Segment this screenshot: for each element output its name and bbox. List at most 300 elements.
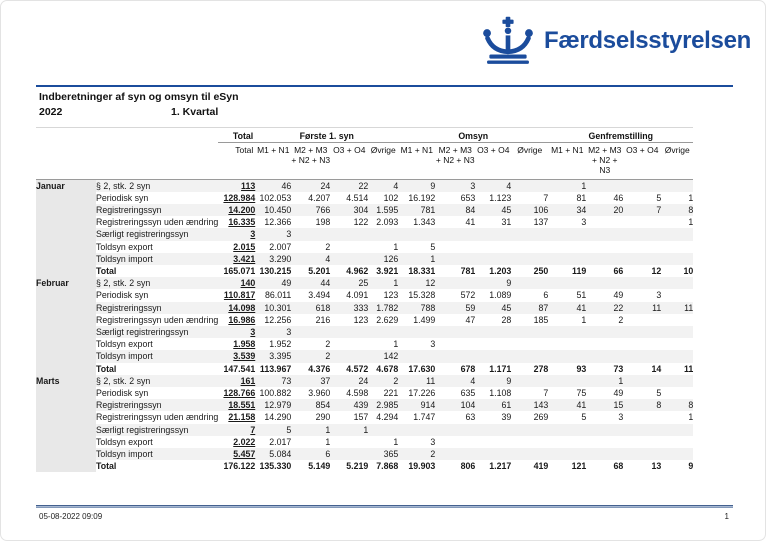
- month-cell: Januar: [36, 179, 96, 277]
- value-cell: 4.376: [308, 363, 331, 374]
- value-cell: 4.572: [346, 363, 369, 374]
- value-cell: 5: [656, 192, 662, 203]
- table-row: [36, 436, 693, 448]
- value-cell: 11: [652, 302, 662, 313]
- value-cell: 122: [353, 217, 369, 228]
- value-cell: [511, 424, 548, 436]
- value-cell: 1: [325, 436, 331, 447]
- row-label: Total: [96, 363, 117, 374]
- value-cell: 18.551: [228, 400, 256, 411]
- value-cell: [548, 424, 586, 436]
- value-cell: 147.541: [223, 363, 256, 374]
- value-cell: 3: [250, 229, 256, 240]
- value-cell: 22: [613, 302, 624, 313]
- table-row: [36, 338, 693, 350]
- value-cell: 49: [281, 278, 292, 289]
- value-cell: 781: [420, 205, 436, 216]
- value-cell: 781: [460, 266, 476, 277]
- value-cell: [435, 350, 475, 362]
- row-label: Total: [96, 266, 117, 277]
- value-cell: 15.328: [408, 290, 436, 301]
- value-cell: [661, 241, 693, 253]
- table-row: [36, 228, 693, 240]
- value-cell: 6: [543, 290, 549, 301]
- value-cell: 61: [501, 400, 512, 411]
- table-row: [36, 302, 693, 314]
- value-cell: [511, 338, 548, 350]
- row-label: Særligt registreringssyn: [96, 327, 189, 338]
- value-cell: [435, 253, 475, 265]
- column-header: O3 + O4: [475, 143, 511, 180]
- value-cell: 128.766: [223, 388, 256, 399]
- value-cell: 3: [286, 229, 292, 240]
- value-cell: 2: [393, 375, 399, 386]
- value-cell: [623, 314, 661, 326]
- value-cell: 6: [325, 449, 331, 460]
- value-cell: 1.108: [489, 388, 512, 399]
- value-cell: [398, 350, 435, 362]
- footer-datetime: 05-08-2022 09:09: [39, 512, 103, 521]
- value-cell: 59: [465, 302, 476, 313]
- value-cell: 46: [281, 180, 292, 191]
- total-row: [36, 363, 693, 375]
- value-cell: [586, 338, 623, 350]
- value-cell: [661, 314, 693, 326]
- value-cell: [511, 241, 548, 253]
- value-cell: [330, 326, 368, 338]
- value-cell: 68: [613, 461, 624, 472]
- value-cell: 22: [358, 180, 369, 191]
- value-cell: [661, 253, 693, 265]
- column-header: Øvrige: [368, 143, 398, 180]
- value-cell: 45: [501, 205, 512, 216]
- value-cell: [330, 338, 368, 350]
- value-cell: [548, 448, 586, 460]
- value-cell: 7: [250, 424, 256, 435]
- value-cell: [511, 448, 548, 460]
- table-row: [36, 375, 693, 387]
- value-cell: 9: [688, 461, 694, 472]
- value-cell: 1.747: [413, 412, 436, 423]
- value-cell: 126: [383, 253, 399, 264]
- value-cell: 3: [430, 436, 436, 447]
- value-cell: 2: [325, 351, 331, 362]
- row-label: § 2, stk. 2 syn: [96, 375, 151, 386]
- value-cell: [623, 350, 661, 362]
- value-cell: 2.093: [376, 217, 399, 228]
- value-cell: [548, 436, 586, 448]
- value-cell: 102.053: [259, 192, 292, 203]
- value-cell: 5: [581, 412, 587, 423]
- value-cell: [548, 350, 586, 362]
- table-row: [36, 314, 693, 326]
- value-cell: 161: [240, 375, 256, 386]
- value-cell: [623, 436, 661, 448]
- table-row: [36, 326, 693, 338]
- value-cell: 1: [393, 241, 399, 252]
- value-cell: [548, 253, 586, 265]
- row-label: Total: [96, 461, 117, 472]
- row-label: Registreringssyn uden ændring: [96, 412, 219, 423]
- value-cell: [511, 228, 548, 240]
- value-cell: 123: [353, 314, 369, 325]
- value-cell: 7: [656, 205, 662, 216]
- value-cell: [435, 241, 475, 253]
- value-cell: 140: [240, 278, 256, 289]
- value-cell: [511, 375, 548, 387]
- value-cell: [661, 179, 693, 192]
- column-header: M1 + N1: [398, 143, 435, 180]
- value-cell: [368, 424, 398, 436]
- value-cell: 4.514: [346, 192, 369, 203]
- value-cell: [586, 228, 623, 240]
- column-header: M2 + M3 + N2 + N3: [435, 143, 475, 180]
- value-cell: 5.201: [308, 266, 331, 277]
- value-cell: [623, 375, 661, 387]
- value-cell: 5: [286, 424, 292, 435]
- column-header: O3 + O4: [623, 143, 661, 180]
- value-cell: 1: [618, 375, 624, 386]
- value-cell: 3.494: [308, 290, 331, 301]
- value-cell: 10: [683, 266, 694, 277]
- value-cell: 2: [618, 314, 624, 325]
- value-cell: 4.598: [346, 388, 369, 399]
- report-table: [36, 127, 693, 472]
- value-cell: 1.499: [413, 314, 436, 325]
- value-cell: 100.882: [259, 388, 292, 399]
- value-cell: 2: [325, 339, 331, 350]
- value-cell: 4: [393, 180, 399, 191]
- total-row: [36, 265, 693, 277]
- value-cell: [548, 228, 586, 240]
- value-cell: 4.962: [346, 266, 369, 277]
- value-cell: 20: [613, 205, 624, 216]
- value-cell: [330, 350, 368, 362]
- value-cell: 1: [393, 278, 399, 289]
- value-cell: 21.158: [228, 412, 256, 423]
- value-cell: 106: [533, 205, 549, 216]
- value-cell: 142: [383, 351, 399, 362]
- value-cell: [435, 424, 475, 436]
- column-header: O3 + O4: [330, 143, 368, 180]
- value-cell: 618: [315, 302, 331, 313]
- value-cell: 14.290: [264, 412, 292, 423]
- row-label: Toldsyn export: [96, 339, 153, 350]
- value-cell: [661, 375, 693, 387]
- value-cell: [511, 350, 548, 362]
- row-label: Toldsyn import: [96, 449, 153, 460]
- table-row: [36, 350, 693, 362]
- value-cell: [435, 338, 475, 350]
- value-cell: 110.817: [223, 290, 256, 301]
- value-cell: [586, 179, 623, 192]
- value-cell: 2.629: [376, 314, 399, 325]
- value-cell: 137: [533, 217, 549, 228]
- value-cell: 3: [656, 290, 662, 301]
- value-cell: 84: [465, 205, 476, 216]
- value-cell: 87: [538, 302, 549, 313]
- page-number: 1: [724, 512, 729, 521]
- value-cell: [548, 277, 586, 289]
- value-cell: 34: [576, 205, 587, 216]
- value-cell: 1: [393, 339, 399, 350]
- value-cell: 123: [383, 290, 399, 301]
- value-cell: 2.017: [269, 436, 292, 447]
- value-cell: 635: [460, 388, 476, 399]
- crown-icon: [481, 16, 535, 66]
- value-cell: 16.192: [408, 192, 436, 203]
- value-cell: 14.200: [228, 205, 256, 216]
- value-cell: [475, 436, 511, 448]
- value-cell: [623, 241, 661, 253]
- value-cell: 4.678: [376, 363, 399, 374]
- column-header: Total: [218, 143, 255, 180]
- value-cell: 678: [460, 363, 476, 374]
- value-cell: 1: [393, 436, 399, 447]
- value-cell: 143: [533, 400, 549, 411]
- group-header: Første 1. syn: [255, 128, 398, 143]
- column-header: M2 + M3 + N2 + N3: [586, 143, 623, 180]
- value-cell: 5.084: [269, 449, 292, 460]
- table-row: [36, 448, 693, 460]
- value-cell: [368, 228, 398, 240]
- value-cell: 121: [571, 461, 587, 472]
- value-cell: 176.122: [223, 461, 256, 472]
- value-cell: 5.219: [346, 461, 369, 472]
- value-cell: [661, 277, 693, 289]
- value-cell: 63: [465, 412, 476, 423]
- value-cell: 1: [325, 424, 331, 435]
- value-cell: 304: [353, 205, 369, 216]
- value-cell: [511, 326, 548, 338]
- value-cell: 1.089: [489, 290, 512, 301]
- value-cell: 130.215: [259, 266, 292, 277]
- value-cell: 4: [470, 375, 476, 386]
- value-cell: 198: [315, 217, 331, 228]
- value-cell: [548, 375, 586, 387]
- column-header: M1 + N1: [548, 143, 586, 180]
- value-cell: 66: [613, 266, 624, 277]
- value-cell: 788: [420, 302, 436, 313]
- table-body: [36, 179, 693, 472]
- value-cell: 1: [688, 412, 694, 423]
- value-cell: [435, 448, 475, 460]
- value-cell: 45: [501, 302, 512, 313]
- value-cell: 3.290: [269, 253, 292, 264]
- row-label: § 2, stk. 2 syn: [96, 278, 151, 289]
- value-cell: [661, 436, 693, 448]
- value-cell: 39: [501, 412, 512, 423]
- row-label: Særligt registreringssyn: [96, 424, 189, 435]
- value-cell: 10.450: [264, 205, 292, 216]
- row-label: Registreringssyn uden ændring: [96, 314, 219, 325]
- value-cell: 93: [576, 363, 587, 374]
- value-cell: 766: [315, 205, 331, 216]
- value-cell: 3.539: [233, 351, 256, 362]
- month-cell: Februar: [36, 277, 96, 375]
- value-cell: [330, 436, 368, 448]
- group-header: Total: [218, 128, 255, 143]
- value-cell: 28: [501, 314, 512, 325]
- header-spacer: [36, 143, 218, 180]
- value-cell: [586, 216, 623, 228]
- value-cell: 278: [533, 363, 549, 374]
- value-cell: 9: [506, 375, 512, 386]
- value-cell: [475, 424, 511, 436]
- brand-name: Færdselsstyrelsen: [543, 27, 751, 54]
- row-label: Toldsyn import: [96, 351, 153, 362]
- value-cell: 4: [506, 180, 512, 191]
- value-cell: 914: [420, 400, 436, 411]
- value-cell: 2: [430, 449, 436, 460]
- value-cell: 37: [320, 375, 331, 386]
- value-cell: [511, 179, 548, 192]
- value-cell: [435, 228, 475, 240]
- value-cell: 269: [533, 412, 549, 423]
- value-cell: 25: [358, 278, 369, 289]
- value-cell: [623, 228, 661, 240]
- group-header: Genfremstilling: [548, 128, 693, 143]
- value-cell: 1.123: [489, 192, 512, 203]
- value-cell: [661, 350, 693, 362]
- table-row: [36, 289, 693, 301]
- row-label: Periodisk syn: [96, 388, 149, 399]
- report-period: 1. Kvartal: [171, 106, 219, 118]
- value-cell: [623, 338, 661, 350]
- row-label: Toldsyn import: [96, 253, 153, 264]
- value-cell: 2.015: [233, 241, 256, 252]
- value-cell: [623, 253, 661, 265]
- value-cell: 1: [581, 180, 587, 191]
- table-row: [36, 179, 693, 192]
- row-label: Registreringssyn uden ændring: [96, 217, 219, 228]
- value-cell: 7.868: [376, 461, 399, 472]
- value-cell: 1: [363, 424, 369, 435]
- value-cell: 104: [460, 400, 476, 411]
- value-cell: 3: [470, 180, 476, 191]
- value-cell: [586, 448, 623, 460]
- value-cell: [661, 326, 693, 338]
- table-row: [36, 192, 693, 204]
- table-row: [36, 424, 693, 436]
- value-cell: 854: [315, 400, 331, 411]
- value-cell: [661, 448, 693, 460]
- value-cell: [475, 448, 511, 460]
- value-cell: [586, 277, 623, 289]
- table-row: [36, 204, 693, 216]
- value-cell: 15: [613, 400, 624, 411]
- value-cell: 185: [533, 314, 549, 325]
- value-cell: 113.967: [259, 363, 292, 374]
- value-cell: [586, 350, 623, 362]
- value-cell: [623, 277, 661, 289]
- report-year: 2022: [39, 106, 63, 118]
- logo: [481, 16, 751, 66]
- value-cell: 86.011: [264, 290, 292, 301]
- value-cell: 5.457: [233, 449, 256, 460]
- value-cell: 2.985: [376, 400, 399, 411]
- value-cell: [661, 424, 693, 436]
- footer-rule: [36, 505, 733, 508]
- value-cell: [548, 326, 586, 338]
- value-cell: 12.979: [264, 400, 292, 411]
- value-cell: 12: [651, 266, 662, 277]
- row-label: Særligt registreringssyn: [96, 229, 189, 240]
- value-cell: [586, 436, 623, 448]
- table-row: [36, 411, 693, 423]
- value-cell: [435, 277, 475, 289]
- value-cell: [586, 326, 623, 338]
- value-cell: 333: [353, 302, 369, 313]
- value-cell: 12.256: [264, 314, 292, 325]
- row-label: Registreringssyn: [96, 400, 162, 411]
- value-cell: [475, 326, 511, 338]
- value-cell: 102: [383, 192, 399, 203]
- value-cell: 1.217: [489, 461, 512, 472]
- value-cell: 250: [533, 266, 549, 277]
- value-cell: 12.366: [264, 217, 292, 228]
- value-cell: [511, 436, 548, 448]
- value-cell: 165.071: [223, 266, 256, 277]
- value-cell: 4.294: [376, 412, 399, 423]
- value-cell: 439: [353, 400, 369, 411]
- value-cell: 47: [465, 314, 476, 325]
- table-row: [36, 399, 693, 411]
- value-cell: 12: [425, 278, 436, 289]
- value-cell: 11: [684, 302, 694, 313]
- value-cell: [661, 338, 693, 350]
- value-cell: 46: [613, 192, 624, 203]
- value-cell: 14.098: [228, 302, 256, 313]
- value-cell: 17.630: [408, 363, 436, 374]
- column-header: Øvrige: [511, 143, 548, 180]
- value-cell: 3.921: [376, 266, 399, 277]
- header-rule: [36, 85, 733, 87]
- row-label: Registreringssyn: [96, 302, 162, 313]
- value-cell: 49: [613, 388, 624, 399]
- value-cell: [398, 424, 435, 436]
- value-cell: 653: [460, 192, 476, 203]
- value-cell: [661, 228, 693, 240]
- value-cell: [475, 338, 511, 350]
- table-row: [36, 277, 693, 289]
- value-cell: 17.226: [408, 388, 436, 399]
- value-cell: 4: [325, 253, 331, 264]
- row-label: Toldsyn export: [96, 241, 153, 252]
- value-cell: [291, 326, 330, 338]
- value-cell: [586, 424, 623, 436]
- value-cell: 18.331: [408, 266, 436, 277]
- value-cell: [398, 228, 435, 240]
- column-header: M2 + M3 + N2 + N3: [291, 143, 330, 180]
- value-cell: 1: [581, 314, 587, 325]
- value-cell: 119: [572, 266, 587, 277]
- value-cell: 51: [576, 290, 587, 301]
- value-cell: 31: [501, 217, 512, 228]
- value-cell: 3.421: [233, 253, 256, 264]
- value-cell: 2.022: [233, 436, 256, 447]
- value-cell: 9: [506, 278, 512, 289]
- value-cell: 16.335: [228, 217, 256, 228]
- value-cell: [623, 411, 661, 423]
- value-cell: 5.149: [308, 461, 331, 472]
- value-cell: 135.330: [259, 461, 292, 472]
- value-cell: 16.986: [228, 314, 256, 325]
- value-cell: 8: [688, 205, 694, 216]
- month-cell: Marts: [36, 375, 96, 473]
- value-cell: 19.903: [408, 461, 436, 472]
- row-label: § 2, stk. 2 syn: [96, 180, 151, 191]
